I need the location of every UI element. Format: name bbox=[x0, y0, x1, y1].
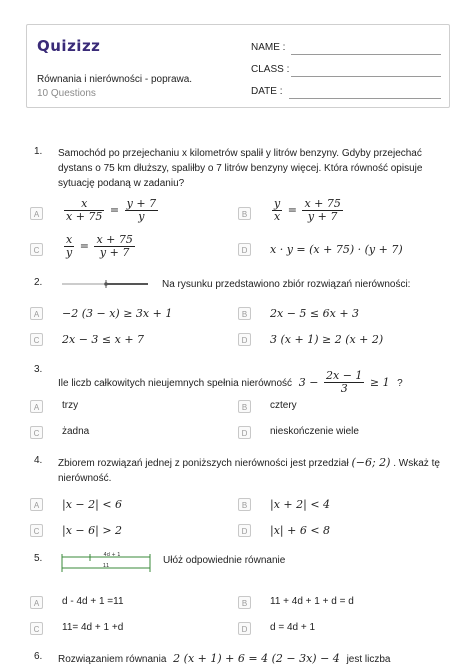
option-text: cztery bbox=[270, 400, 297, 411]
question-text: Na rysunku przedstawiono zbiór rozwiązań nierówności: bbox=[162, 279, 411, 290]
option-letter: A bbox=[30, 400, 43, 413]
interval: (−6; 2) bbox=[351, 456, 391, 469]
class-label: CLASS : bbox=[251, 64, 290, 75]
class-line bbox=[291, 76, 441, 77]
option-letter: A bbox=[30, 596, 43, 609]
worksheet-header bbox=[26, 24, 450, 108]
equation: 2 (x + 1) + 6 = 4 (2 − 3x) − 4 bbox=[173, 652, 340, 665]
option-formula: 2x − 3 ≤ x + 7 bbox=[62, 333, 145, 346]
inequality: 3 − $\frac{2x - 1}{3}$ ≥ 1 bbox=[298, 369, 390, 395]
option-formula: |x − 2| < 6 bbox=[62, 498, 123, 511]
option-letter: D bbox=[238, 622, 251, 635]
option-letter: C bbox=[30, 333, 43, 346]
option-letter: B bbox=[238, 596, 251, 609]
option-text: żadna bbox=[62, 426, 90, 437]
date-field[interactable] bbox=[251, 86, 441, 97]
diagram-top-label: 4d + 1 bbox=[103, 552, 121, 558]
option-formula: $\frac{x}{x + 75}$ = $\frac{y + 7}{y}$ bbox=[66, 197, 157, 223]
option-letter: C bbox=[30, 243, 43, 256]
question-number: 3. bbox=[34, 364, 43, 375]
question-text: Samochód po przejechaniu x kilometrów spalił y litrów benzyny. Gdyby przejechać dystans o 75 km dłuższy, spaliłby o 7 litrów benzyny więcej. Która równość opisuje sytuację podaną w zadaniu? bbox=[58, 148, 423, 189]
option-formula: $\frac{y}{x}$ = $\frac{x + 75}{y + 7}$ bbox=[274, 197, 341, 223]
option-letter: A bbox=[30, 498, 43, 511]
name-line bbox=[291, 54, 441, 55]
option-letter: D bbox=[238, 333, 251, 346]
question-count: 10 Questions bbox=[37, 88, 96, 99]
question-text: Ułóż odpowiednie równanie bbox=[163, 555, 286, 566]
option-letter: C bbox=[30, 622, 43, 635]
option-letter: A bbox=[30, 207, 43, 220]
option-letter: C bbox=[30, 426, 43, 439]
question-text: Rozwiązaniem równania 2 (x + 1) + 6 = 4 (2 − 3x) − 4 jest liczba bbox=[58, 652, 391, 665]
segment-diagram bbox=[60, 552, 154, 574]
option-formula: 2x − 5 ≤ 6x + 3 bbox=[270, 307, 360, 320]
question-text: Zbiorem rozwiązań jednej z poniższych nierówności jest przedział (−6; 2) . Wskaż tę nierówność. bbox=[58, 456, 440, 484]
question-number: 4. bbox=[34, 455, 43, 466]
option-formula: −2 (3 − x) ≥ 3x + 1 bbox=[62, 307, 173, 320]
option-text: d - 4d + 1 =11 bbox=[62, 596, 124, 607]
option-formula: $\frac{x}{y}$ = $\frac{x + 75}{y + 7}$ bbox=[66, 233, 133, 259]
option-text: nieskończenie wiele bbox=[270, 426, 359, 437]
option-formula: x · y = (x + 75) · (y + 7) bbox=[270, 243, 403, 256]
question-number: 2. bbox=[34, 277, 43, 288]
option-formula: |x + 2| < 4 bbox=[270, 498, 331, 511]
option-text: d = 4d + 1 bbox=[270, 622, 316, 633]
name-field[interactable] bbox=[251, 42, 441, 53]
number-line-figure bbox=[60, 277, 152, 291]
option-formula: 3 (x + 1) ≥ 2 (x + 2) bbox=[270, 333, 384, 346]
option-text: trzy bbox=[62, 400, 79, 411]
option-text: 11= 4d + 1 +d bbox=[62, 622, 124, 633]
name-label: NAME : bbox=[251, 42, 286, 53]
question-number: 1. bbox=[34, 146, 43, 157]
worksheet-title: Równania i nierówności - poprawa. bbox=[37, 74, 193, 85]
class-field[interactable] bbox=[251, 64, 441, 75]
option-letter: D bbox=[238, 426, 251, 439]
option-letter: B bbox=[238, 400, 251, 413]
date-line bbox=[289, 98, 441, 99]
option-text: 11 + 4d + 1 + d = d bbox=[270, 596, 354, 607]
option-formula: |x − 6| > 2 bbox=[62, 524, 123, 537]
option-formula: |x| + 6 < 8 bbox=[270, 524, 331, 537]
question-text: Ile liczb całkowitych nieujemnych spełnia nierówność 3 − $\frac{2x - 1}{3}$ ≥ 1 ? bbox=[58, 369, 403, 395]
quizizz-logo: Quizizz bbox=[37, 37, 101, 55]
option-letter: B bbox=[238, 207, 251, 220]
question-number: 5. bbox=[34, 553, 43, 564]
option-letter: A bbox=[30, 307, 43, 320]
question-number: 6. bbox=[34, 651, 43, 662]
option-letter: C bbox=[30, 524, 43, 537]
diagram-bottom-label: 11 bbox=[102, 563, 110, 569]
option-letter: D bbox=[238, 524, 251, 537]
date-label: DATE : bbox=[251, 86, 283, 97]
option-letter: B bbox=[238, 498, 251, 511]
option-letter: B bbox=[238, 307, 251, 320]
option-letter: D bbox=[238, 243, 251, 256]
